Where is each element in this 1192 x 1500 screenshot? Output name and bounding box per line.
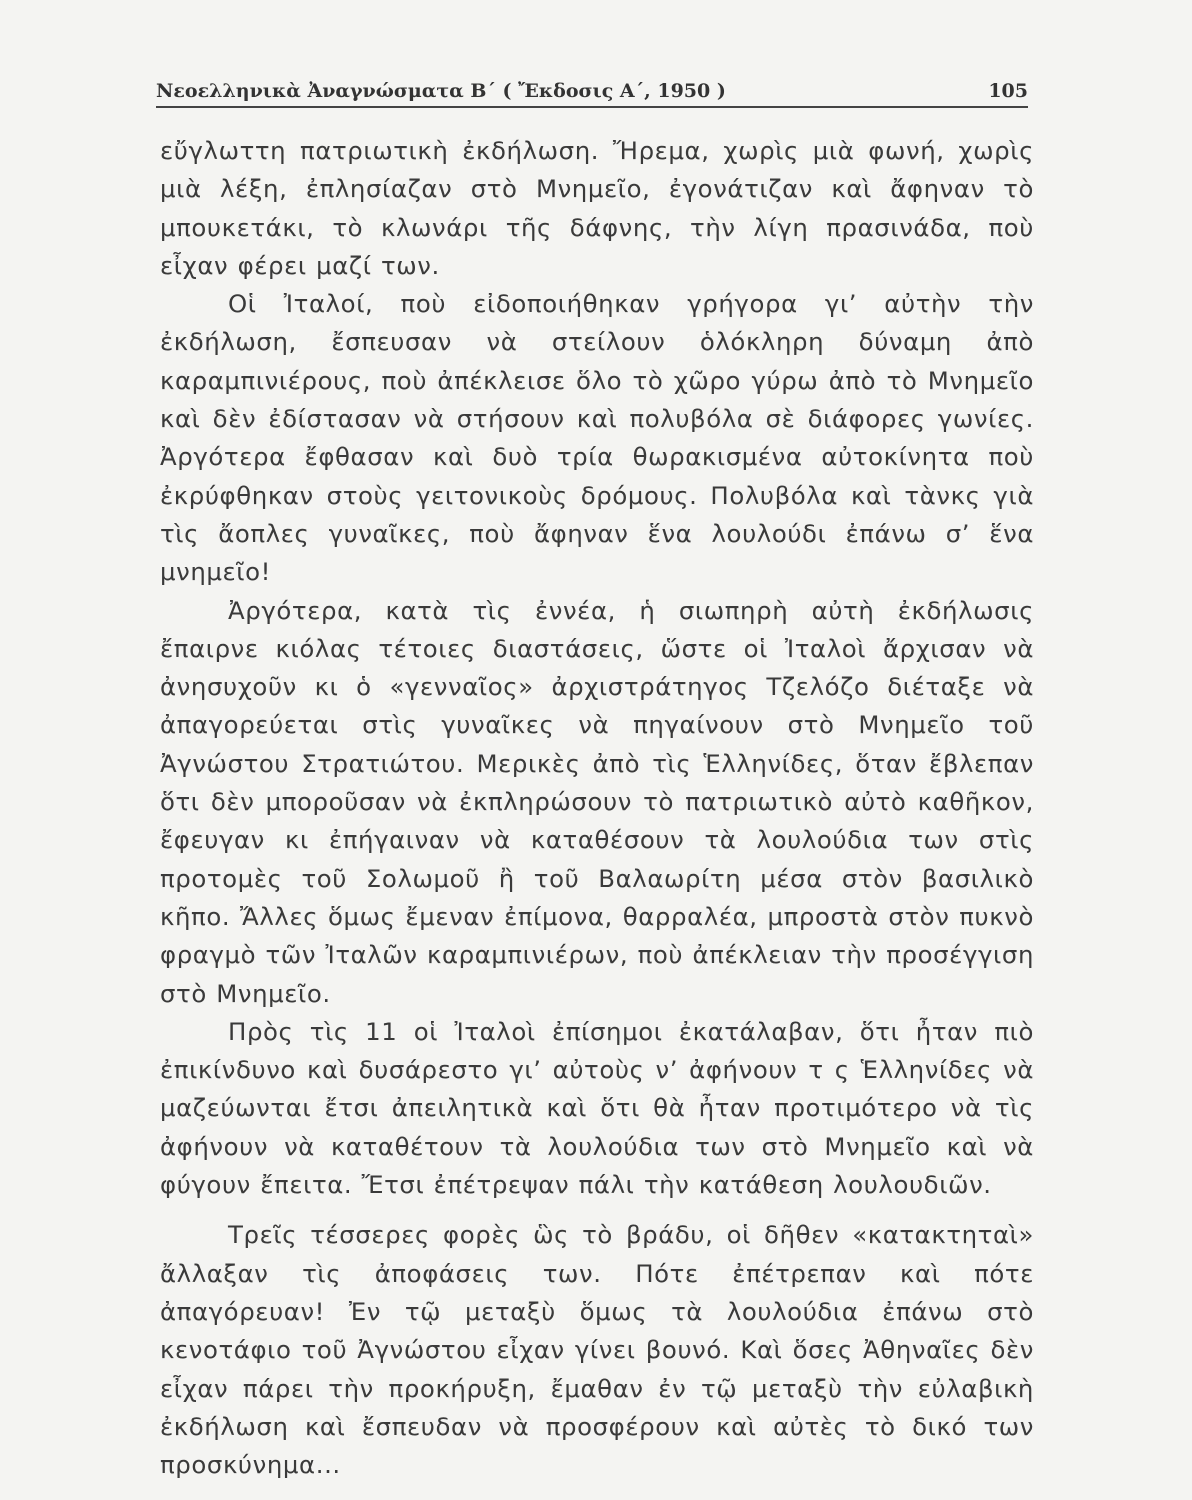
page-body (160, 132, 1034, 1484)
paragraph: Ἀργότερα, κατὰ τὶς ἐννέα, ἡ σιωπηρὴ αὐτὴ ἐκδήλωσις ἔπαιρνε κιόλας τέτοιες διαστάσεις, ὥστε οἱ Ἰταλοὶ ἄρχισαν νὰ ἀνησυχοῦν κι ὁ «γενναῖος» ἀρχιστράτηγος Τζελόζο διέταξε νὰ ἀπαγορεύεται στὶς γυναῖκες νὰ πηγαίνουν στὸ Μνημεῖο τοῦ Ἀγνώστου Στρατιώτου. Μερικὲς ἀπὸ τὶς Ἑλληνίδες, ὅταν ἔβλεπαν ὅτι δὲν μποροῦσαν νὰ ἐκπληρώσουν τὸ πατριωτικὸ αὐτὸ καθῆκον, ἔφευγαν κι ἐπήγαιναν νὰ καταθέσουν τὰ λουλούδια των στὶς προτομὲς τοῦ Σολωμοῦ ἢ τοῦ Βαλαωρίτη μέσα στὸν βασιλικὸ κῆπο. Ἄλλες ὅμως ἔμεναν ἐπίμονα, θαρραλέα, μπροστὰ στὸν πυκνὸ φραγμὸ τῶν Ἰταλῶν καραμπινιέρων, ποὺ ἀπέκλειαν τὴν προσέγγιση στὸ Μνημεῖο. (160, 595, 1034, 1008)
header-title: Νεοελληνικὰ Ἀναγνώσματα Β΄ ( Ἔκδοσις Α΄, 1950 ) (156, 80, 726, 102)
paragraph: Οἱ Ἰταλοί, ποὺ εἰδοποιήθηκαν γρήγορα γι’ αὐτὴν τὴν ἐκδήλωση, ἔσπευσαν νὰ στείλουν ὁλόκληρη δύναμη ἀπὸ καραμπινιέρους, ποὺ ἀπέκλεισε ὅλο τὸ χῶρο γύρω ἀπὸ τὸ Μνημεῖο καὶ δὲν ἐδίστασαν νὰ στήσουν καὶ πολυβόλα σὲ διάφορες γωνίες. Ἀργότερα ἔφθασαν καὶ δυὸ τρία θωρακισμένα αὐτοκίνητα ποὺ ἐκρύφθηκαν στοὺς γειτονικοὺς δρόμους. Πολυβόλα καὶ τὰνκς γιὰ τὶς ἄοπλες γυναῖκες, ποὺ ἄφηναν ἕνα λουλούδι ἐπάνω σ’ ἕνα μνημεῖο! (160, 289, 1034, 587)
page-number: 105 (988, 80, 1028, 102)
paragraph: εὔγλωττη πατριωτικὴ ἐκδήλωση. Ἤρεμα, χωρὶς μιὰ φωνή, χωρὶς μιὰ λέξη, ἐπλησίαζαν στὸ Μνημεῖο, ἐγονάτιζαν καὶ ἄφηναν τὸ μπουκετάκι, τὸ κλωνάρι τῆς δάφνης, τὴν λίγη πρασινάδα, ποὺ εἶχαν φέρει μαζί των. (160, 136, 1034, 280)
paragraph: Τρεῖς τέσσερες φορὲς ὣς τὸ βράδυ, οἱ δῆθεν «κατακτηταὶ» ἄλλαξαν τὶς ἀποφάσεις των. Πότε ἐπέτρεπαν καὶ πότε ἀπαγόρευαν! Ἐν τῷ μεταξὺ ὅμως τὰ λουλούδια ἐπάνω στὸ κενοτάφιο τοῦ Ἀγνώστου εἶχαν γίνει βουνό. Καὶ ὅσες Ἀθηναῖες δὲν εἶχαν πάρει τὴν προκήρυξη, ἔμαθαν ἐν τῷ μεταξὺ τὴν εὐλαβικὴ ἐκδήλωση καὶ ἔσπευδαν νὰ προσφέρουν καὶ αὐτὲς τὸ δικό των προσκύνημα... (160, 1220, 1034, 1480)
running-header (156, 76, 1028, 108)
paragraph: Πρὸς τὶς 11 οἱ Ἰταλοὶ ἐπίσημοι ἐκατάλαβαν, ὅτι ἦταν πιὸ ἐπικίνδυνο καὶ δυσάρεστο γι’ αὐτοὺς ν’ ἀφήνουν τ ς Ἑλληνίδες νὰ μαζεύωνται ἔτσι ἀπειλητικὰ καὶ ὅτι θὰ ἦταν προτιμότερο νὰ τὶς ἀφήνουν νὰ καταθέτουν τὰ λουλούδια των στὸ Μνημεῖο καὶ νὰ φύγουν ἔπειτα. Ἔτσι ἐπέτρεψαν πάλι τὴν κατάθεση λουλουδιῶν. (160, 1016, 1034, 1200)
